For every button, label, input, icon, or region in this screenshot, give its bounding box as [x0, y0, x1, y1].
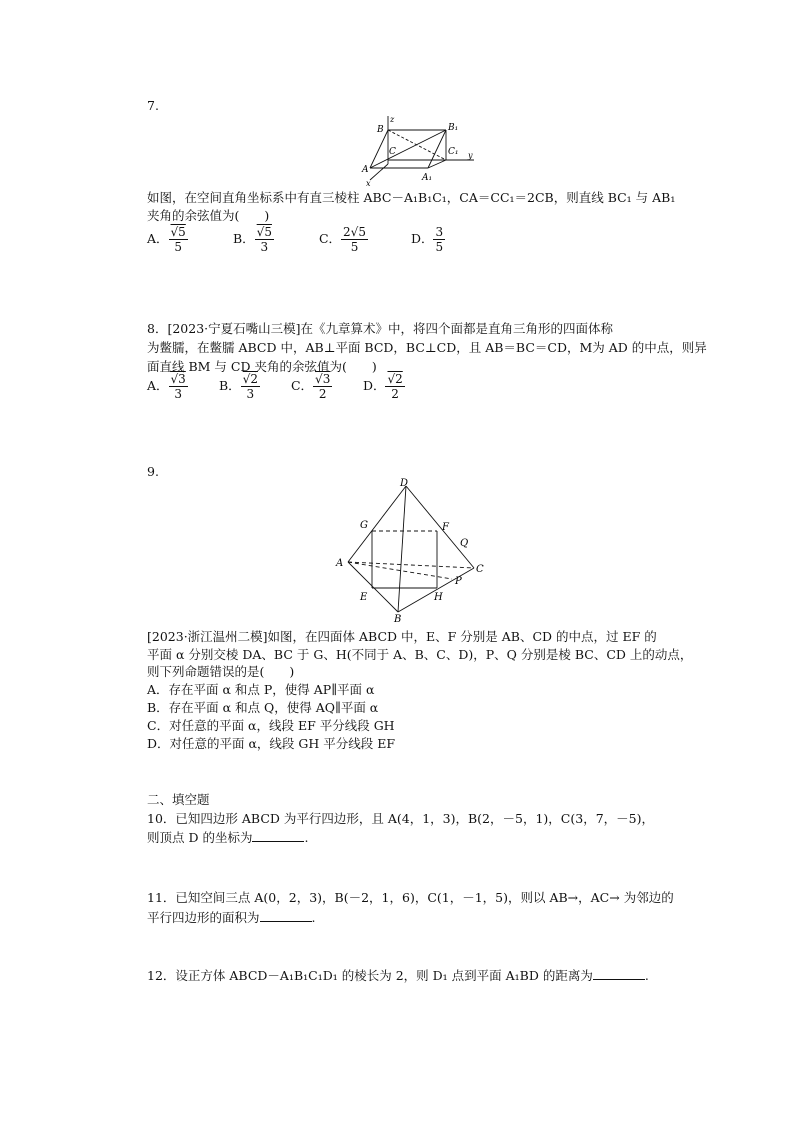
q11-stem-line2: 平行四边形的面积为 . [147, 910, 316, 925]
q9-label-G: G [360, 520, 368, 531]
q11-answer-blank[interactable] [260, 909, 312, 922]
q7-option-d[interactable]: D． $\frac{3}{5}$ [410, 225, 444, 254]
q9-label-Q: Q [460, 538, 469, 549]
q7-label-A1: A₁ [422, 173, 433, 183]
q9-label-E: E [360, 592, 368, 603]
q7-option-c[interactable]: C． $\frac{2√5}{5}$ [318, 225, 366, 254]
q7-stem-line1: 如图，在空间直角坐标系中有直三棱柱 ABC－A₁B₁C₁，CA＝CC₁＝2CB，则直线 BC₁ 与 AB₁ [147, 190, 676, 205]
q7-prism-figure [356, 112, 480, 188]
q8-option-d[interactable]: D． $\frac{√2}{2}$ [362, 372, 403, 401]
q8-stem-line2: 为鳖臑，在鳖臑 ABCD 中，AB⊥平面 BCD，BC⊥CD，且 AB＝BC＝CD，M为 AD 的中点，则异 [147, 340, 707, 355]
q9-label-P: P [455, 576, 462, 587]
q9-option-c[interactable]: C．对任意的平面 α，线段 EF 平分线段 GH [147, 718, 395, 733]
q8-stem-line3: 面直线 BM 与 CD 夹角的余弦值为( ) [147, 359, 377, 374]
q8-option-b[interactable]: B． $\frac{√2}{3}$ [218, 372, 258, 401]
q9-option-a[interactable]: A．存在平面 α 和点 P，使得 AP∥平面 α [147, 682, 375, 697]
q9-stem-line2: 平面 α 分别交棱 DA、BC 于 G、H(不同于 A、B、C、D)，P、Q 分别是棱 BC、CD 上的动点， [147, 647, 693, 662]
q7-label-B1: B₁ [448, 123, 459, 133]
q7-label-B: B [377, 125, 384, 135]
q7-label-A: A [362, 165, 369, 175]
q12-stem: 12．设正方体 ABCD－A₁B₁C₁D₁ 的棱长为 2，则 D₁ 点到平面 A₁BD 的距离为 . [147, 968, 649, 983]
q9-label-A: A [336, 558, 344, 569]
section-title-fill-blank: 二、填空题 [147, 792, 210, 807]
q9-label-B: B [394, 614, 402, 622]
q9-label-D: D [400, 478, 409, 489]
q8-options [147, 372, 425, 401]
q9-label-F: F [442, 522, 449, 533]
q8-stem-line1: 8．[2023·宁夏石嘴山三模]在《九章算术》中，将四个面都是直角三角形的四面体称 [147, 321, 613, 336]
q7-stem-line2: 夹角的余弦值为( ) [147, 208, 270, 223]
q7-label-C: C [389, 147, 396, 157]
q7-label-x: x [366, 179, 371, 188]
q10-answer-blank[interactable] [252, 829, 304, 842]
q9-label-C: C [476, 564, 484, 575]
q9-tetrahedron-figure [334, 476, 494, 622]
q10-stem-line1: 10．已知四边形 ABCD 为平行四边形，且 A(4，1，3)，B(2，－5，1)，C(3，7，－5)， [147, 811, 654, 826]
q9-stem-line3: 则下列命题错误的是( ) [147, 664, 295, 679]
q7-options [147, 225, 465, 254]
q9-number: 9. [147, 464, 159, 479]
q8-option-a[interactable]: A． $\frac{√3}{3}$ [147, 372, 186, 401]
q9-label-H: H [434, 592, 443, 603]
q7-number: 7. [147, 98, 159, 113]
q9-option-d[interactable]: D．对任意的平面 α，线段 GH 平分线段 EF [147, 736, 396, 751]
q7-label-z: z [390, 115, 395, 124]
q7-option-b[interactable]: B． $\frac{√5}{3}$ [232, 225, 272, 254]
q8-option-c[interactable]: C． $\frac{√3}{2}$ [290, 372, 331, 401]
q7-option-a[interactable]: A． $\frac{√5}{5}$ [147, 225, 186, 254]
q10-stem-line2: 则顶点 D 的坐标为 . [147, 830, 309, 845]
q7-label-C1: C₁ [448, 147, 459, 157]
q12-answer-blank[interactable] [593, 967, 645, 980]
q9-stem-line1: [2023·浙江温州二模]如图，在四面体 ABCD 中，E、F 分别是 AB、CD 的中点，过 EF 的 [147, 629, 657, 644]
q11-stem-line1: 11．已知空间三点 A(0，2，3)，B(－2，1，6)，C(1，－1，5)，则以 AB→，AC→ 为邻边的 [147, 890, 674, 905]
q9-option-b[interactable]: B．存在平面 α 和点 Q，使得 AQ∥平面 α [147, 700, 379, 715]
q7-label-y: y [468, 151, 473, 160]
